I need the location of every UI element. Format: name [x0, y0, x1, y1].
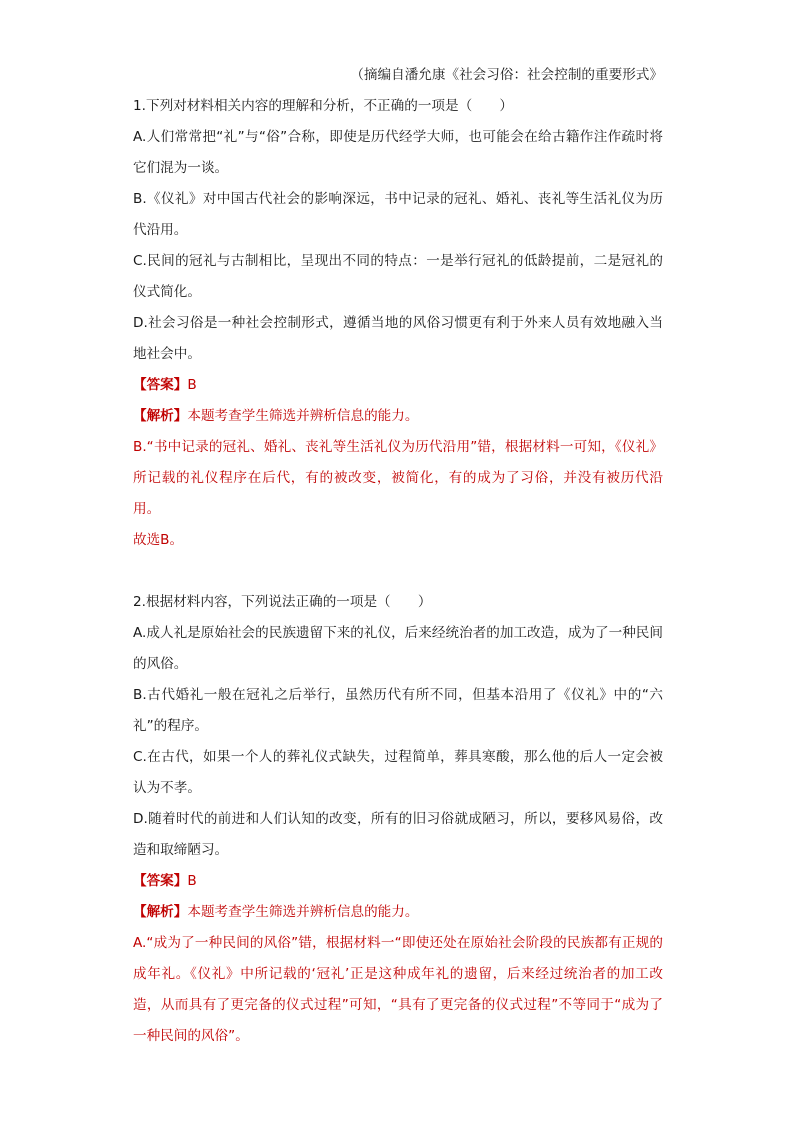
- analysis-tag: 【解析】: [133, 904, 188, 920]
- question-stem: 1.下列对材料相关内容的理解和分析，不正确的一项是（ ）: [133, 98, 513, 114]
- answer-value: B: [187, 873, 197, 889]
- analysis-intro: 本题考查学生筛选并辨析信息的能力。: [187, 408, 419, 424]
- answer-row: [133, 866, 663, 897]
- answer-tag: 【答案】: [133, 873, 188, 889]
- analysis-body: B.“书中记录的冠礼、婚礼、丧礼等生活礼仪为历代沿用”错，根据材料一可知，《仪礼》所记载的礼仪程序在后代，有的被改变，被简化，有的成为了习俗，并没有被历代沿用。: [133, 439, 663, 517]
- question-2: [133, 587, 663, 1052]
- option-d: D.随着时代的前进和人们认知的改变，所有的旧习俗就成陋习，所以，要移风易俗，改造和取缔陋习。: [133, 811, 663, 858]
- spacer: [133, 556, 663, 587]
- option-d: D.社会习俗是一种社会控制形式，遵循当地的风俗习惯更有利于外来人员有效地融入当地社会中。: [133, 315, 663, 362]
- analysis-tag: 【解析】: [133, 408, 188, 424]
- source-citation: （摘编自潘允康《社会习俗：社会控制的重要形式》: [350, 67, 663, 83]
- option-a: A.人们常常把“礼”与“俗”合称，即使是历代经学大师，也可能会在给古籍作注作疏时将它们混为一谈。: [133, 129, 663, 176]
- question-1: [133, 91, 663, 556]
- answer-row: [133, 370, 663, 401]
- option-b: B.古代婚礼一般在冠礼之后举行，虽然历代有所不同，但基本沿用了《仪礼》中的“六礼”的程序。: [133, 687, 663, 734]
- option-c: C.在古代，如果一个人的葬礼仪式缺失，过程简单，葬具寒酸，那么他的后人一定会被认为不孝。: [133, 749, 663, 796]
- answer-value: B: [187, 377, 197, 393]
- analysis-row: [133, 897, 663, 928]
- conclusion: 故选B。: [133, 532, 184, 548]
- option-a: A.成人礼是原始社会的民族遗留下来的礼仪，后来经统治者的加工改造，成为了一种民间的风俗。: [133, 625, 663, 672]
- document-page: [133, 60, 663, 1052]
- question-stem: 2.根据材料内容，下列说法正确的一项是（ ）: [133, 594, 432, 610]
- answer-tag: 【答案】: [133, 377, 188, 393]
- analysis-intro: 本题考查学生筛选并辨析信息的能力。: [187, 904, 419, 920]
- option-b: B.《仪礼》对中国古代社会的影响深远，书中记录的冠礼、婚礼、丧礼等生活礼仪为历代沿用。: [133, 191, 663, 238]
- analysis-body: A.“成为了一种民间的风俗”错，根据材料一“即使还处在原始社会阶段的民族都有正规的成年礼。《仪礼》中所记载的‘冠礼’正是这种成年礼的遗留，后来经过统治者的加工改造，从而具有了更完备的仪式过程”可知，“具有了更完备的仪式过程”不等同于“成为了一种民间的风俗”。: [133, 935, 663, 1044]
- analysis-row: [133, 401, 663, 432]
- option-c: C.民间的冠礼与古制相比，呈现出不同的特点：一是举行冠礼的低龄提前，二是冠礼的仪式简化。: [133, 253, 663, 300]
